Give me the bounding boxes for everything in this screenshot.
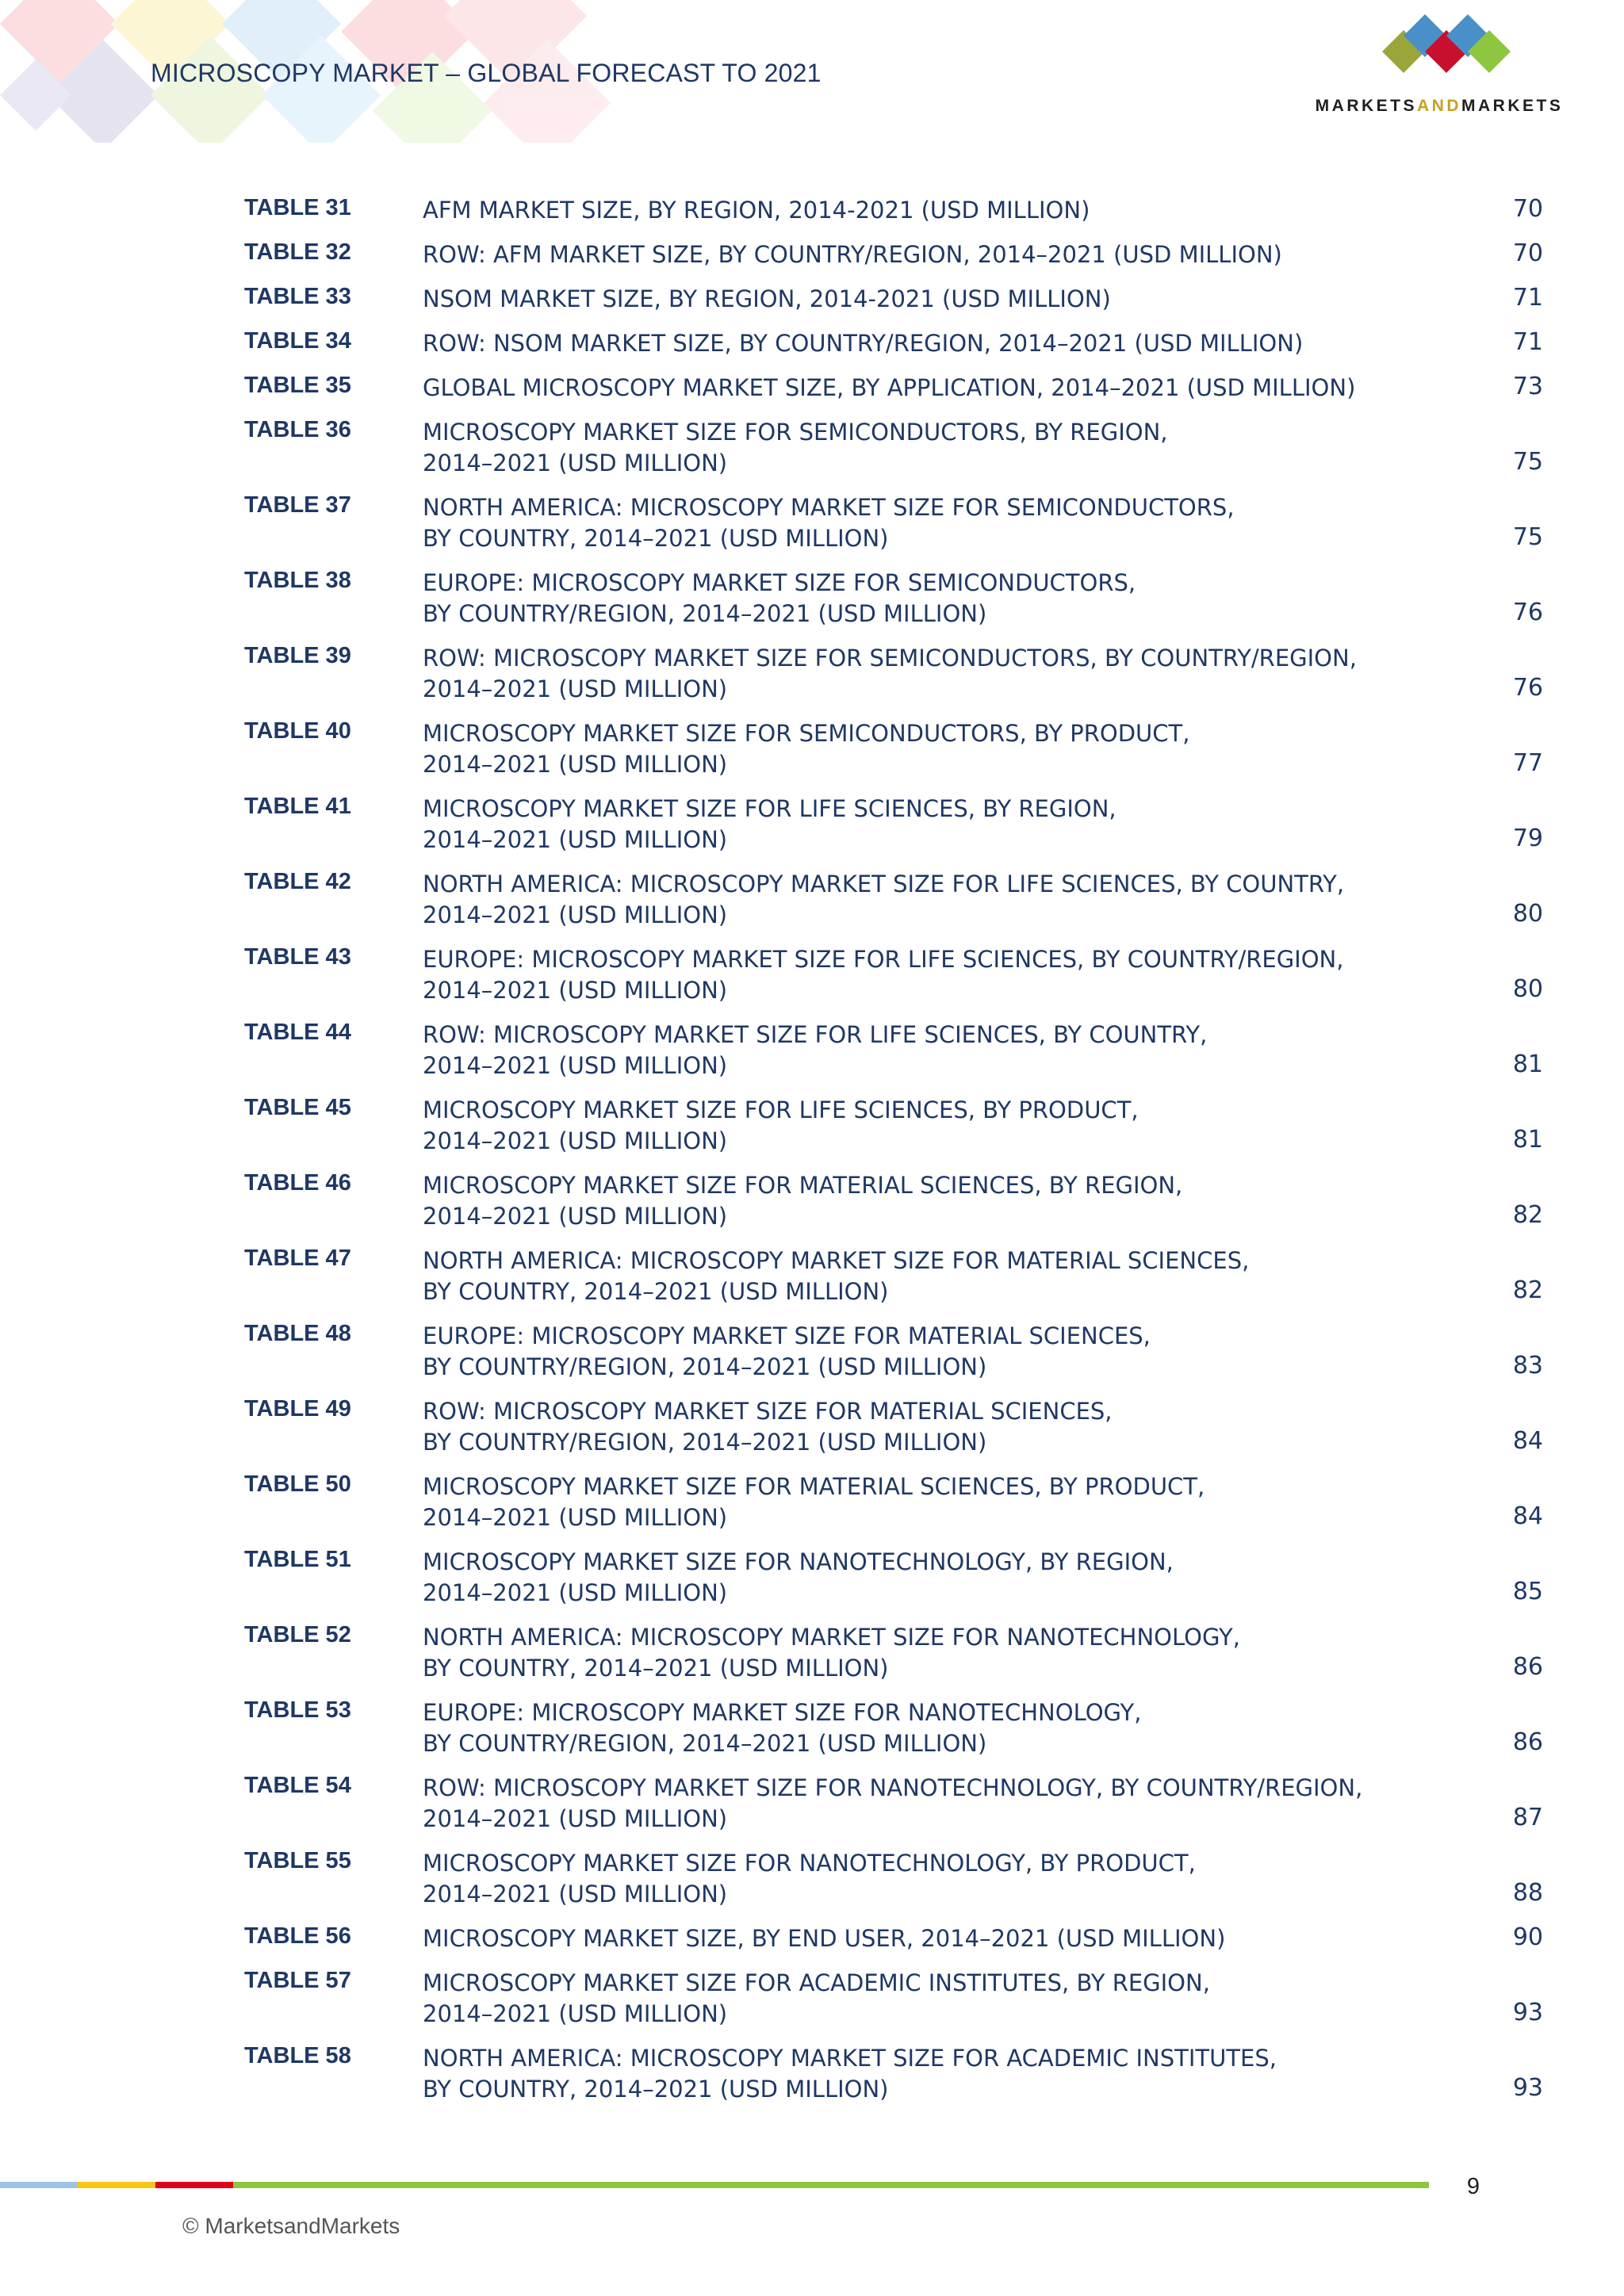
toc-entry-title-line: 2014–2021 (USD MILLION) bbox=[423, 1805, 728, 1832]
toc-entry-page-number: 76 bbox=[1512, 674, 1543, 702]
toc-entry-label: TABLE 46 bbox=[244, 1170, 351, 1196]
toc-entry-title-line: MICROSCOPY MARKET SIZE FOR MATERIAL SCIENCES, BY PRODUCT, bbox=[423, 1473, 1205, 1500]
toc-entry-page-number: 71 bbox=[1512, 284, 1543, 312]
toc-entry-title-line: EUROPE: MICROSCOPY MARKET SIZE FOR NANOTECHNOLOGY, bbox=[423, 1699, 1142, 1726]
toc-entry-page-number: 82 bbox=[1512, 1276, 1543, 1304]
toc-entry-title-line: AFM MARKET SIZE, BY REGION, 2014-2021 (USD MILLION) bbox=[423, 197, 1090, 224]
toc-entry-label: TABLE 35 bbox=[244, 373, 351, 398]
toc-entry-label: TABLE 42 bbox=[244, 869, 351, 894]
toc-entry-title-line: 2014–2021 (USD MILLION) bbox=[423, 675, 728, 702]
toc-entry-page-number: 73 bbox=[1512, 373, 1543, 400]
marketsandmarkets-logo bbox=[1293, 14, 1586, 125]
toc-entry-title bbox=[423, 417, 1454, 479]
toc-entry-label: TABLE 39 bbox=[244, 643, 351, 668]
toc-entry-page-number: 75 bbox=[1512, 448, 1543, 476]
toc-entry-title bbox=[423, 944, 1454, 1006]
toc-entry-page-number: 86 bbox=[1512, 1653, 1543, 1681]
toc-entry-title-line: BY COUNTRY/REGION, 2014–2021 (USD MILLION) bbox=[423, 600, 987, 627]
toc-entry-title-line: BY COUNTRY, 2014–2021 (USD MILLION) bbox=[423, 1278, 889, 1305]
toc-entry-title bbox=[423, 328, 1454, 359]
toc-entry-title bbox=[423, 1471, 1454, 1533]
toc-entry-label: TABLE 32 bbox=[244, 239, 351, 265]
toc-entry-page-number: 70 bbox=[1512, 195, 1543, 223]
toc-entry-page-number: 71 bbox=[1512, 328, 1543, 356]
toc-entry-page-number: 70 bbox=[1512, 239, 1543, 267]
toc-entry-title bbox=[423, 1396, 1454, 1458]
toc-entry-title-line: BY COUNTRY/REGION, 2014–2021 (USD MILLION) bbox=[423, 1429, 987, 1456]
toc-entry-label: TABLE 50 bbox=[244, 1471, 351, 1497]
toc-entry-label: TABLE 43 bbox=[244, 944, 351, 970]
toc-entry-label: TABLE 51 bbox=[244, 1547, 351, 1572]
toc-entry-title bbox=[423, 568, 1454, 629]
toc-entry-title-line: 2014–2021 (USD MILLION) bbox=[423, 1203, 728, 1230]
toc-entry-page-number: 84 bbox=[1512, 1427, 1543, 1455]
toc-entry-label: TABLE 33 bbox=[244, 284, 351, 309]
toc-entry-title bbox=[423, 1020, 1454, 1081]
toc-entry-title-line: MICROSCOPY MARKET SIZE FOR SEMICONDUCTORS, BY PRODUCT, bbox=[423, 720, 1190, 747]
toc-entry-label: TABLE 44 bbox=[244, 1020, 351, 1045]
toc-entry-title-line: GLOBAL MICROSCOPY MARKET SIZE, BY APPLICATION, 2014–2021 (USD MILLION) bbox=[423, 374, 1356, 401]
toc-entry-title-line: 2014–2021 (USD MILLION) bbox=[423, 1052, 728, 1079]
toc-entry-label: TABLE 55 bbox=[244, 1848, 351, 1873]
toc-entry-title-line: NORTH AMERICA: MICROSCOPY MARKET SIZE FOR SEMICONDUCTORS, bbox=[423, 494, 1235, 521]
copyright-text: © MarketsandMarkets bbox=[182, 2214, 400, 2238]
toc-entry-label: TABLE 52 bbox=[244, 1622, 351, 1647]
toc-entry-title-line: 2014–2021 (USD MILLION) bbox=[423, 450, 728, 476]
toc-entry-label: TABLE 41 bbox=[244, 794, 351, 819]
toc-entry-title bbox=[423, 1697, 1454, 1759]
toc-entry-title-line: EUROPE: MICROSCOPY MARKET SIZE FOR MATERIAL SCIENCES, bbox=[423, 1322, 1151, 1349]
toc-entry-label: TABLE 37 bbox=[244, 492, 351, 518]
toc-entry-title-line: BY COUNTRY, 2014–2021 (USD MILLION) bbox=[423, 2076, 889, 2103]
toc-entry-title-line: NORTH AMERICA: MICROSCOPY MARKET SIZE FOR MATERIAL SCIENCES, bbox=[423, 1247, 1250, 1274]
toc-entry-label: TABLE 54 bbox=[244, 1773, 351, 1798]
toc-entry-title-line: 2014–2021 (USD MILLION) bbox=[423, 1504, 728, 1531]
toc-entry-label: TABLE 56 bbox=[244, 1923, 351, 1949]
toc-entry-title-line: ROW: NSOM MARKET SIZE, BY COUNTRY/REGION, 2014–2021 (USD MILLION) bbox=[423, 330, 1304, 357]
toc-entry-title-line: 2014–2021 (USD MILLION) bbox=[423, 1127, 728, 1154]
toc-entry-title bbox=[423, 1848, 1454, 1910]
toc-entry-label: TABLE 36 bbox=[244, 417, 351, 442]
toc-entry-label: TABLE 31 bbox=[244, 195, 351, 220]
toc-entry-label: TABLE 40 bbox=[244, 718, 351, 744]
toc-entry-title bbox=[423, 1547, 1454, 1609]
toc-entry-title bbox=[423, 1968, 1454, 2030]
toc-entry-title-line: MICROSCOPY MARKET SIZE FOR ACADEMIC INSTITUTES, BY REGION, bbox=[423, 1969, 1210, 1996]
logo-diamonds-icon bbox=[1360, 14, 1519, 94]
toc-entry-title-line: ROW: MICROSCOPY MARKET SIZE FOR MATERIAL SCIENCES, bbox=[423, 1398, 1113, 1425]
toc-entry-title-line: 2014–2021 (USD MILLION) bbox=[423, 977, 728, 1004]
toc-entry-title-line: MICROSCOPY MARKET SIZE FOR NANOTECHNOLOGY, BY PRODUCT, bbox=[423, 1850, 1196, 1877]
toc-entry-label: TABLE 48 bbox=[244, 1321, 351, 1346]
toc-entry-label: TABLE 45 bbox=[244, 1095, 351, 1120]
toc-entry-title bbox=[423, 1095, 1454, 1157]
toc-entry-page-number: 90 bbox=[1512, 1923, 1543, 1951]
toc-entry-title-line: ROW: AFM MARKET SIZE, BY COUNTRY/REGION, 2014–2021 (USD MILLION) bbox=[423, 241, 1282, 268]
footer-color-bar bbox=[0, 2182, 1429, 2188]
toc-entry-page-number: 79 bbox=[1512, 825, 1543, 852]
toc-entry-label: TABLE 53 bbox=[244, 1697, 351, 1723]
toc-entry-title-line: EUROPE: MICROSCOPY MARKET SIZE FOR SEMICONDUCTORS, bbox=[423, 569, 1136, 596]
toc-entry-page-number: 86 bbox=[1512, 1728, 1543, 1756]
toc-entry-page-number: 83 bbox=[1512, 1352, 1543, 1380]
toc-entry-title-line: MICROSCOPY MARKET SIZE FOR LIFE SCIENCES, BY REGION, bbox=[423, 795, 1116, 822]
toc-entry-title bbox=[423, 195, 1454, 226]
toc-entry-page-number: 82 bbox=[1512, 1201, 1543, 1229]
logo-wordmark: MARKETSANDMARKETS bbox=[1315, 97, 1564, 115]
toc-entry-title-line: BY COUNTRY, 2014–2021 (USD MILLION) bbox=[423, 1655, 889, 1682]
toc-entry-title bbox=[423, 492, 1454, 554]
toc-entry-label: TABLE 47 bbox=[244, 1246, 351, 1271]
toc-entry-title-line: NSOM MARKET SIZE, BY REGION, 2014-2021 (USD MILLION) bbox=[423, 285, 1111, 312]
toc-entry-title-line: ROW: MICROSCOPY MARKET SIZE FOR NANOTECHNOLOGY, BY COUNTRY/REGION, bbox=[423, 1774, 1363, 1801]
toc-entry-title bbox=[423, 373, 1454, 404]
toc-entry-title bbox=[423, 284, 1454, 315]
document-title: MICROSCOPY MARKET – GLOBAL FORECAST TO 2021 bbox=[151, 59, 822, 87]
toc-entry-title bbox=[423, 1622, 1454, 1684]
toc-entry-title-line: 2014–2021 (USD MILLION) bbox=[423, 1579, 728, 1606]
toc-entry-page-number: 76 bbox=[1512, 599, 1543, 626]
toc-entry-title-line: MICROSCOPY MARKET SIZE, BY END USER, 2014–2021 (USD MILLION) bbox=[423, 1925, 1226, 1952]
toc-entry-title-line: 2014–2021 (USD MILLION) bbox=[423, 901, 728, 928]
toc-entry-title-line: MICROSCOPY MARKET SIZE FOR LIFE SCIENCES, BY PRODUCT, bbox=[423, 1096, 1139, 1123]
toc-entry-label: TABLE 58 bbox=[244, 2043, 351, 2068]
toc-entry-title-line: ROW: MICROSCOPY MARKET SIZE FOR SEMICONDUCTORS, BY COUNTRY/REGION, bbox=[423, 645, 1357, 672]
toc-entry-page-number: 80 bbox=[1512, 900, 1543, 928]
toc-entry-page-number: 93 bbox=[1512, 2074, 1543, 2102]
toc-entry-page-number: 84 bbox=[1512, 1502, 1543, 1530]
toc-entry-title bbox=[423, 1321, 1454, 1383]
toc-entry-page-number: 75 bbox=[1512, 523, 1543, 551]
toc-entry-label: TABLE 34 bbox=[244, 328, 351, 354]
toc-entry-page-number: 77 bbox=[1512, 749, 1543, 777]
toc-entry-title bbox=[423, 718, 1454, 780]
toc-entry-title-line: 2014–2021 (USD MILLION) bbox=[423, 2000, 728, 2027]
toc-entry-title bbox=[423, 869, 1454, 931]
toc-entry-title-line: MICROSCOPY MARKET SIZE FOR NANOTECHNOLOGY, BY REGION, bbox=[423, 1548, 1174, 1575]
toc-entry-title bbox=[423, 643, 1454, 705]
toc-entry-title bbox=[423, 794, 1454, 855]
toc-entry-page-number: 80 bbox=[1512, 975, 1543, 1003]
toc-entry-title-line: NORTH AMERICA: MICROSCOPY MARKET SIZE FOR ACADEMIC INSTITUTES, bbox=[423, 2045, 1277, 2072]
toc-entry-page-number: 88 bbox=[1512, 1879, 1543, 1907]
toc-entry-title-line: NORTH AMERICA: MICROSCOPY MARKET SIZE FOR LIFE SCIENCES, BY COUNTRY, bbox=[423, 871, 1345, 897]
toc-entry-page-number: 93 bbox=[1512, 1999, 1543, 2026]
toc-entry-label: TABLE 57 bbox=[244, 1968, 351, 1993]
toc-entry-title-line: ROW: MICROSCOPY MARKET SIZE FOR LIFE SCIENCES, BY COUNTRY, bbox=[423, 1021, 1208, 1048]
toc-entry-label: TABLE 38 bbox=[244, 568, 351, 593]
toc-entry-title-line: EUROPE: MICROSCOPY MARKET SIZE FOR LIFE SCIENCES, BY COUNTRY/REGION, bbox=[423, 946, 1344, 973]
toc-entry-title-line: 2014–2021 (USD MILLION) bbox=[423, 751, 728, 778]
toc-entry-title bbox=[423, 239, 1454, 270]
toc-entry-page-number: 85 bbox=[1512, 1578, 1543, 1605]
toc-entry-title bbox=[423, 1170, 1454, 1232]
toc-entry-page-number: 87 bbox=[1512, 1804, 1543, 1831]
toc-entry-page-number: 81 bbox=[1512, 1050, 1543, 1078]
toc-entry-title-line: 2014–2021 (USD MILLION) bbox=[423, 826, 728, 853]
toc-entry-page-number: 81 bbox=[1512, 1126, 1543, 1154]
toc-entry-title bbox=[423, 2043, 1454, 2105]
toc-entry-title-line: 2014–2021 (USD MILLION) bbox=[423, 1881, 728, 1908]
page-number: 9 bbox=[1466, 2174, 1480, 2199]
toc-entry-title-line: BY COUNTRY, 2014–2021 (USD MILLION) bbox=[423, 525, 889, 552]
toc-entry-title-line: BY COUNTRY/REGION, 2014–2021 (USD MILLION) bbox=[423, 1353, 987, 1380]
toc-entry-title bbox=[423, 1246, 1454, 1307]
toc-entry-label: TABLE 49 bbox=[244, 1396, 351, 1422]
toc-entry-title-line: MICROSCOPY MARKET SIZE FOR SEMICONDUCTORS, BY REGION, bbox=[423, 419, 1168, 446]
toc-entry-title-line: MICROSCOPY MARKET SIZE FOR MATERIAL SCIENCES, BY REGION, bbox=[423, 1172, 1183, 1199]
toc-entry-title bbox=[423, 1773, 1454, 1835]
toc-entry-title bbox=[423, 1923, 1454, 1954]
toc-entry-title-line: NORTH AMERICA: MICROSCOPY MARKET SIZE FOR NANOTECHNOLOGY, bbox=[423, 1624, 1240, 1651]
toc-entry-title-line: BY COUNTRY/REGION, 2014–2021 (USD MILLION) bbox=[423, 1730, 987, 1757]
